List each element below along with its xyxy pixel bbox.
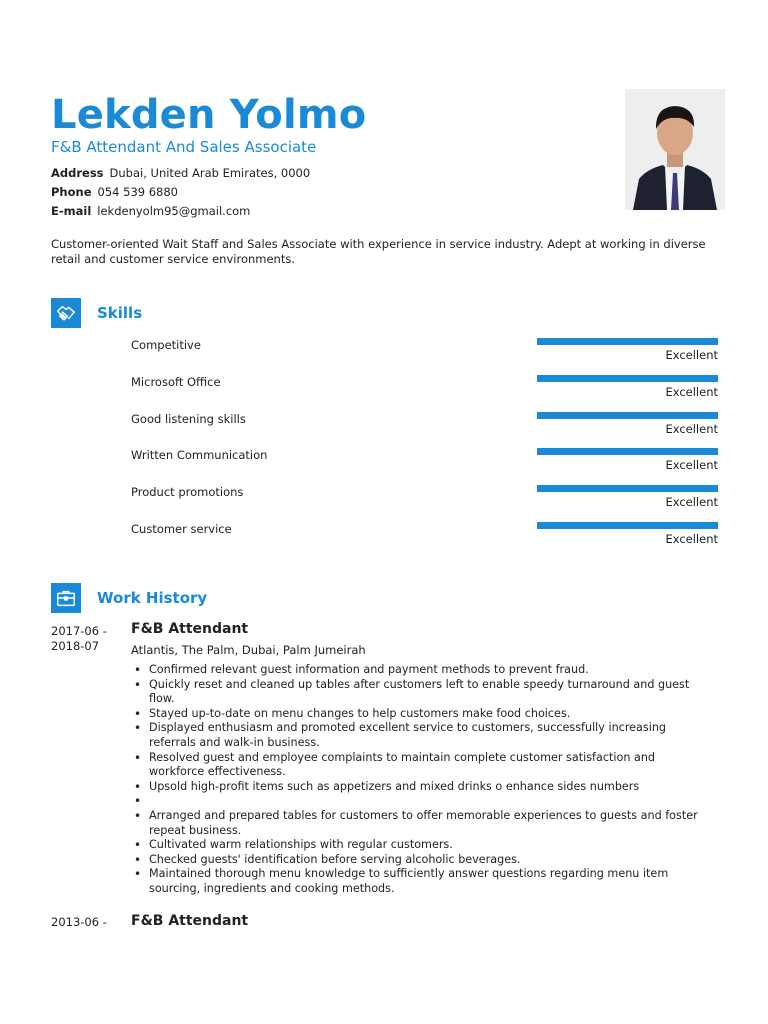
contact-email bbox=[51, 202, 310, 221]
job-employer: Atlantis, The Palm, Dubai, Palm Jumeirah bbox=[131, 643, 366, 657]
job-title-headline: F&B Attendant And Sales Associate bbox=[51, 138, 317, 156]
profile-photo bbox=[625, 89, 725, 210]
skill-name: Customer service bbox=[131, 522, 232, 536]
job-dates bbox=[51, 915, 107, 930]
skills-heading: Skills bbox=[97, 304, 143, 322]
skill-name: Product promotions bbox=[131, 485, 244, 500]
duty-item bbox=[131, 794, 701, 809]
skill-level-bar bbox=[537, 338, 718, 345]
duty-item: • Upsold high-profit items such as appetizers and mixed drinks o enhance sides numbers bbox=[131, 780, 701, 795]
skill-level-label: Excellent bbox=[665, 495, 718, 510]
duty-item: • Stayed up-to-date on menu changes to help customers make food choices. bbox=[131, 707, 701, 722]
job-duties-list bbox=[131, 663, 701, 897]
skill-name: Competitive bbox=[131, 338, 201, 352]
skill-level-fill bbox=[537, 485, 718, 492]
duty-item: • Displayed enthusiasm and promoted excellent service to customers, successfully increasing referrals and walk-in business. bbox=[131, 721, 701, 750]
contact-value: lekdenyolm95@gmail.com bbox=[97, 204, 251, 218]
duty-item: • Cultivated warm relationships with regular customers. bbox=[131, 838, 701, 853]
skill-level-label: Excellent bbox=[665, 532, 718, 546]
job-title: F&B Attendant bbox=[131, 913, 249, 929]
professional-summary: Customer-oriented Wait Staff and Sales Associate with experience in service industry. Adept at working in diverse retail and customer service environments. bbox=[51, 237, 706, 266]
skill-level-fill bbox=[537, 412, 718, 419]
skill-level-fill bbox=[537, 522, 718, 529]
job-start-date: 2017-06 - bbox=[51, 624, 107, 638]
skill-name: Good listening skills bbox=[131, 411, 246, 426]
skill-level-fill bbox=[537, 338, 718, 345]
job-dates bbox=[51, 624, 107, 654]
skill-level-bar bbox=[537, 522, 718, 529]
skill-level-bar bbox=[537, 485, 718, 492]
job-start-date: 2013-06 - bbox=[51, 915, 107, 929]
job-end-date: 2018-07 bbox=[51, 639, 100, 653]
handshake-icon bbox=[51, 298, 81, 328]
skill-name: Written Communication bbox=[131, 448, 268, 463]
skill-level-label: Excellent bbox=[665, 384, 718, 399]
work-history-heading: Work History bbox=[97, 589, 208, 607]
skill-level-label: Excellent bbox=[665, 458, 718, 473]
skill-level-bar bbox=[537, 448, 718, 455]
contact-value: Dubai, United Arab Emirates, 0000 bbox=[109, 166, 311, 180]
contact-value: 054 539 6880 bbox=[97, 185, 178, 199]
job-title: F&B Attendant bbox=[131, 621, 249, 637]
skill-level-bar bbox=[537, 412, 718, 419]
contact-label: Address bbox=[51, 166, 104, 180]
skill-level-label: Excellent bbox=[665, 421, 718, 436]
contact-address bbox=[51, 164, 310, 183]
briefcase-icon bbox=[51, 583, 81, 613]
duty-item: • Resolved guest and employee complaints to maintain complete customer satisfaction and workforce effectiveness. bbox=[131, 751, 701, 780]
contact-label: E-mail bbox=[51, 204, 92, 218]
portrait-image bbox=[625, 89, 725, 210]
contact-phone bbox=[51, 183, 310, 202]
duty-item: • Arranged and prepared tables for customers to offer memorable experiences to guests and foster repeat business. bbox=[131, 809, 701, 838]
duty-item: • Maintained thorough menu knowledge to sufficiently answer questions regarding menu item sourcing, ingredients and cooking methods. bbox=[131, 867, 701, 896]
duty-item: • Checked guests' identification before serving alcoholic beverages. bbox=[131, 853, 701, 868]
skill-level-label: Excellent bbox=[665, 348, 718, 362]
duty-item: • Confirmed relevant guest information and payment methods to prevent fraud. bbox=[131, 663, 701, 678]
skill-level-fill bbox=[537, 375, 718, 382]
skill-level-fill bbox=[537, 448, 718, 455]
skill-level-bar bbox=[537, 375, 718, 382]
contact-block bbox=[51, 164, 310, 221]
candidate-name: Lekden Yolmo bbox=[51, 92, 367, 138]
skill-name: Microsoft Office bbox=[131, 374, 221, 389]
duty-item: • Quickly reset and cleaned up tables after customers left to enable speedy turnaround and guest flow. bbox=[131, 678, 701, 707]
contact-label: Phone bbox=[51, 185, 92, 199]
